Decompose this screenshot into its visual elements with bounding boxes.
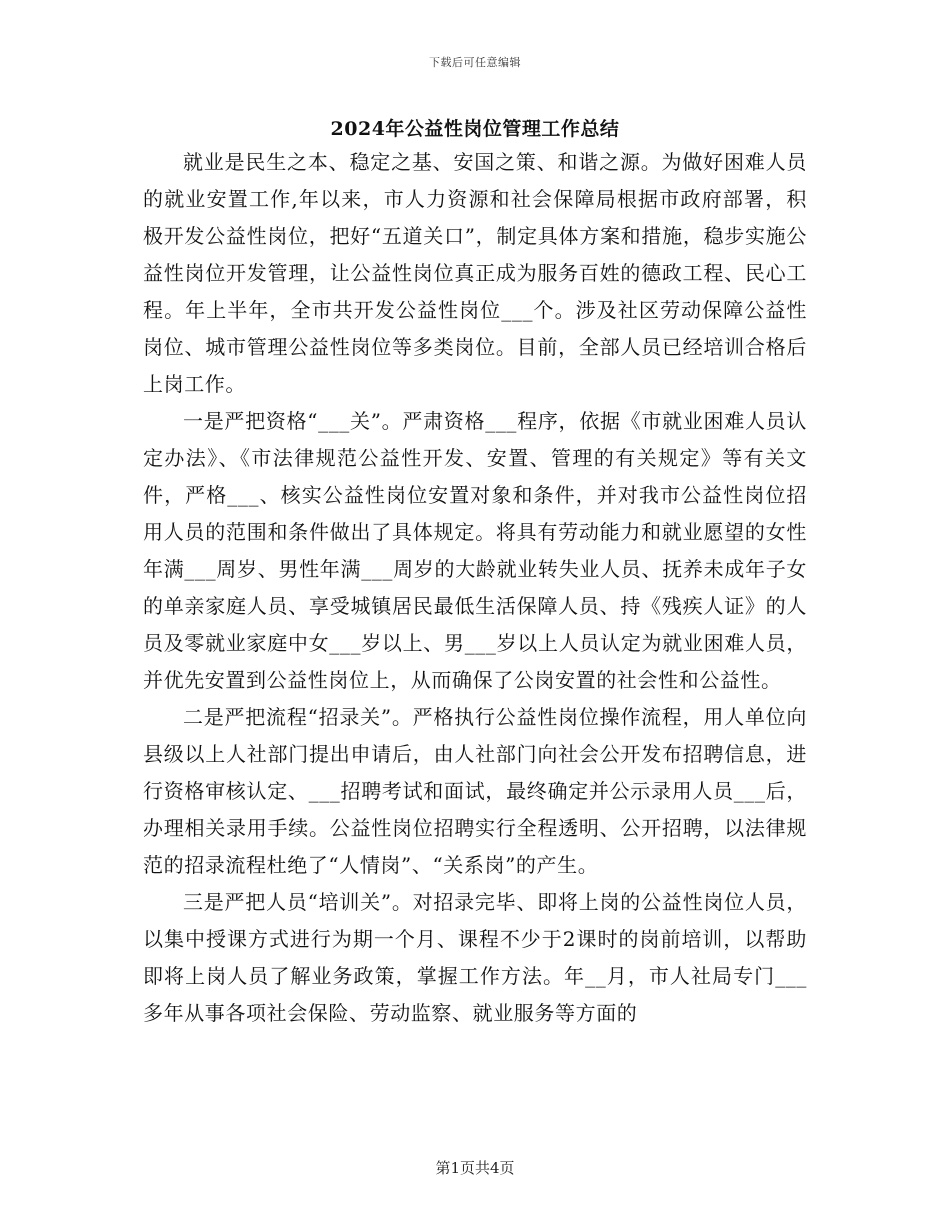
paragraph-training: 三是严把人员“培训关”。对招录完毕、即将上岗的公益性岗位人员，以集中授课方式进行为期一个月、课程不少于2课时的岗前培训，以帮助即将上岗人员了解业务政策，掌握工作方法。年__月，市人社局专门___多年从事各项社会保险、劳动监察、就业服务等方面的 [143,890,807,1025]
document-title: 2024年公益性岗位管理工作总结 [330,118,620,140]
paragraph-qualification: 一是严把资格“___关”。严肃资格___程序，依据《市就业困难人员认定办法》、《市法律规范公益性开发、安置、管理的有关规定》等有关文件，严格___、核实公益性岗位安置对象和条件，并对我市公益性岗位招用人员的范围和条件做出了具体规定。将具有劳动能力和就业愿望的女性年满___周岁、男性年满___周岁的大龄就业转失业人员、抚养未成年子女的单亲家庭人员、享受城镇居民最低生活保障人员、持《残疾人证》的人员及零就业家庭中女___岁以上、男___岁以上人员认定为就业困难人员，并优先安置到公益性岗位上，从而确保了公岗安置的社会性和公益性。 [143,409,807,692]
page-header-note: 下载后可任意编辑 [429,56,521,69]
document-body [143,144,807,1032]
paragraph-intro: 就业是民生之本、稳定之基、安国之策、和谐之源。为做好困难人员的就业安置工作,年以来，市人力资源和社会保障局根据市政府部署，积极开发公益性岗位，把好“五道关口”，制定具体方案和措施，稳步实施公益性岗位开发管理，让公益性岗位真正成为服务百姓的德政工程、民心工程。年上半年，全市共开发公益性岗位___个。涉及社区劳动保障公益性岗位、城市管理公益性岗位等多类岗位。目前，全部人员已经培训合格后上岗工作。 [143,150,807,396]
page-number-footer: 第1页共4页 [435,1159,515,1177]
paragraph-recruitment: 二是严把流程“招录关”。严格执行公益性岗位操作流程，用人单位向县级以上人社部门提出申请后，由人社部门向社会公开发布招聘信息，进行资格审核认定、___招聘考试和面试，最终确定并公示录用人员___后，办理相关录用手续。公益性岗位招聘实行全程透明、公开招聘，以法律规范的招录流程杜绝了“人情岗”、“关系岗”的产生。 [143,705,807,877]
